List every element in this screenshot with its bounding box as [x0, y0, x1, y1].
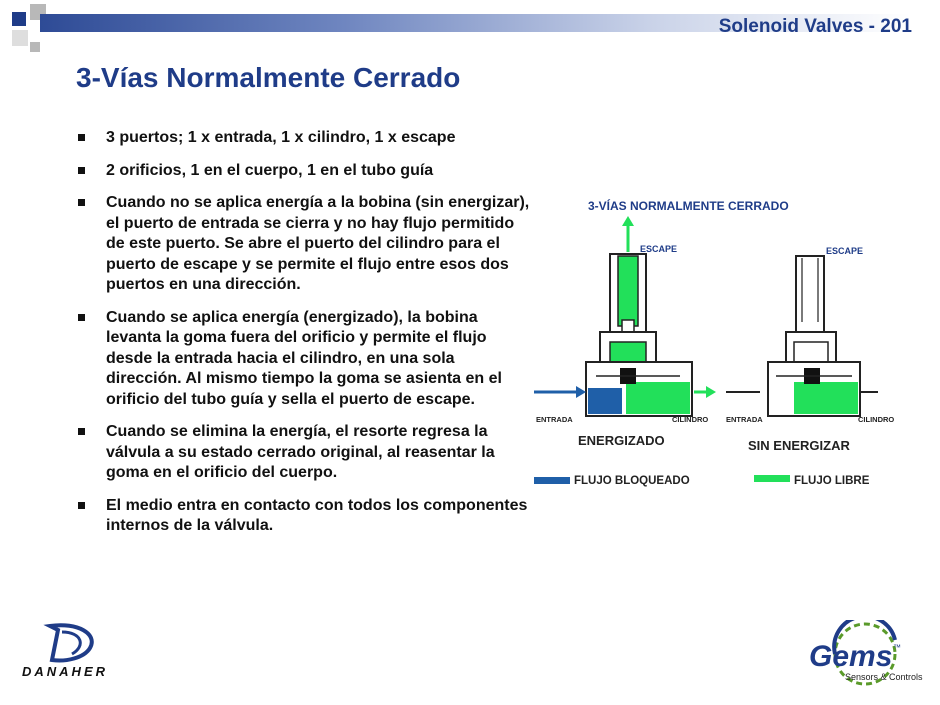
cilindro-label-left: CILINDRO [672, 415, 709, 424]
bullet-square-icon [78, 199, 85, 206]
bullet-text: Cuando se aplica energía (energizado), la bobina levanta la goma fuera del orificio y permite el flujo desde la entrada hacia el cilindro, en una sola dirección. Al mismo tiempo la goma se asienta en el orificio del tubo guía y sella el puerto de escape. [106, 308, 502, 408]
bullet-square-icon [78, 134, 85, 141]
danaher-logo-text: DANAHER [22, 664, 108, 679]
header-square-gray-small [30, 42, 40, 52]
entrada-label-left: ENTRADA [536, 415, 573, 424]
bullet-text: 3 puertos; 1 x entrada, 1 x cilindro, 1 x escape [106, 129, 456, 146]
valve-deenergized [726, 246, 894, 453]
bullet-item [76, 161, 531, 182]
bullet-square-icon [78, 314, 85, 321]
bullet-item [76, 308, 531, 411]
bullet-list [76, 128, 531, 549]
header-title: Solenoid Valves - 201 [718, 16, 912, 37]
legend-blocked-label: FLUJO BLOQUEADO [574, 475, 690, 487]
bullet-item [76, 496, 531, 537]
gems-logo-tm: ™ [893, 643, 901, 652]
entrada-label-right: ENTRADA [726, 415, 763, 424]
bullet-text: El medio entra en contacto con todos los componentes internos de la válvula. [106, 496, 528, 534]
bullet-square-icon [78, 167, 85, 174]
legend-blocked-swatch [534, 477, 570, 484]
bullet-text: 2 orificios, 1 en el cuerpo, 1 en el tubo guía [106, 161, 434, 179]
slide-title: 3-Vías Normalmente Cerrado [76, 62, 461, 93]
bullet-item [76, 422, 531, 484]
diagram-title: 3-VÍAS NORMALMENTE CERRADO [588, 199, 789, 213]
escape-label-left: ESCAPE [640, 244, 678, 254]
bullet-text: Cuando no se aplica energía a la bobina (sin energizar), el puerto de entrada se cierra y no hay flujo permitido de este puerto. Se abre el puerto del cilindro para el puerto de escape y se permite el flujo entre esos dos puertos en una dirección. [106, 194, 530, 293]
bullet-text: Cuando se elimina la energía, el resorte regresa la válvula a su estado cerrado original, al reasentar la goma en el orificio del cuerpo. [106, 423, 495, 481]
danaher-logo [18, 620, 138, 680]
bullet-square-icon [78, 428, 85, 435]
gems-logo-text: Gems [809, 640, 893, 673]
valve-energized [534, 216, 716, 448]
escape-label-right: ESCAPE [826, 246, 864, 256]
gems-logo [805, 620, 925, 688]
legend-free-label: FLUJO LIBRE [794, 475, 870, 487]
header-square-light [12, 30, 28, 46]
cilindro-label-right: CILINDRO [858, 415, 895, 424]
gems-logo-subtitle: Sensors & Controls [845, 672, 923, 682]
bullet-item [76, 128, 531, 149]
valve-diagram [530, 192, 910, 492]
state-label-energized: ENERGIZADO [578, 433, 665, 448]
state-label-deenergized: SIN ENERGIZAR [748, 438, 850, 453]
header-square-navy [12, 12, 26, 26]
bullet-item [76, 193, 531, 296]
legend-free-swatch [754, 475, 790, 482]
bullet-square-icon [78, 502, 85, 509]
